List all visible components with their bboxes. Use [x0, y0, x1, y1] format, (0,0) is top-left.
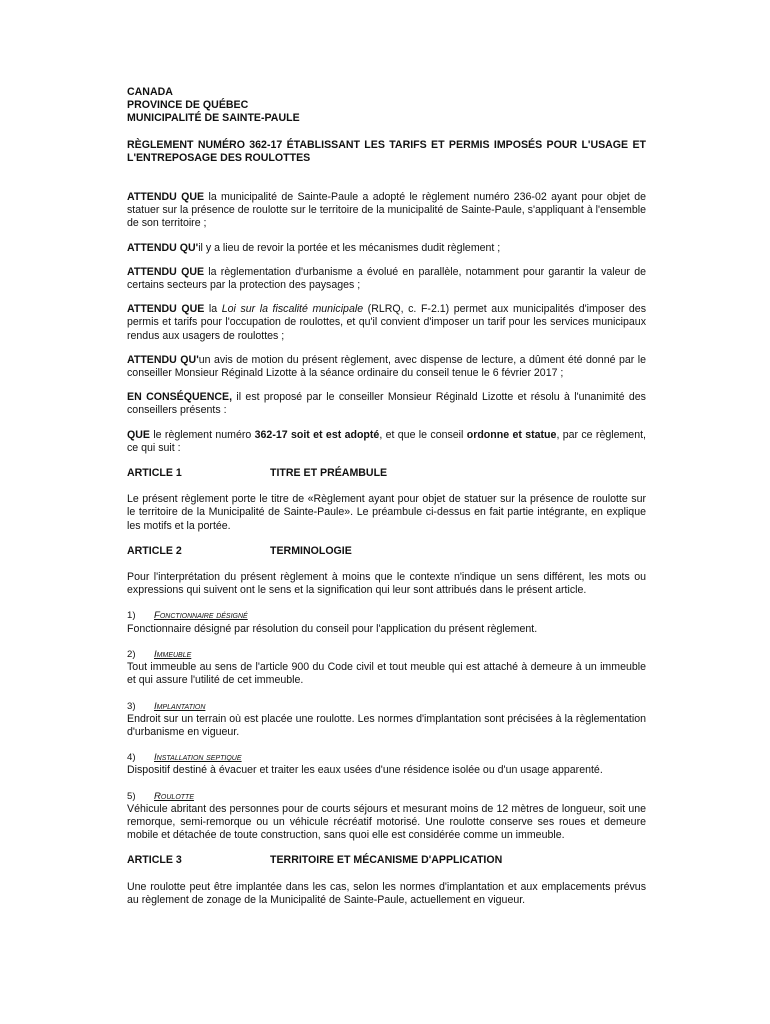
attendu-paragraph-4	[127, 303, 646, 343]
document-page	[127, 86, 646, 907]
definition-number: 3)	[127, 700, 136, 712]
definition-3	[127, 700, 646, 740]
definition-term: Fonctionnaire désigné	[154, 610, 248, 622]
attendu-lead: ATTENDU QU'	[127, 353, 199, 366]
definition-number: 4)	[127, 752, 136, 764]
header-country: CANADA	[127, 86, 173, 98]
attendu-lead: ATTENDU QUE	[127, 303, 205, 316]
attendu-paragraph-2	[127, 242, 646, 255]
que-text-2: , et que le conseil	[379, 428, 467, 441]
document-title: RÈGLEMENT NUMÉRO 362-17 ÉTABLISSANT LES TARIFS ET PERMIS IMPOSÉS POUR L'USAGE ET L'ENTREPOSAGE DES ROULOTTES	[127, 138, 646, 164]
definition-number: 1)	[127, 610, 136, 622]
article-title: TITRE ET PRÉAMBULE	[270, 467, 388, 480]
que-bold-1: 362-17 soit et est adopté	[254, 428, 380, 441]
definition-text: Véhicule abritant des personnes pour de courts séjours et mesurant moins de 12 mètres de longueur, soit une remorque, semi-remorque ou un véhicule récréatif motorisé. Une roulotte conserve ses roues et demeure mobile et détachée de toute construction, sans quoi elle est considérée comme un immeuble.	[127, 802, 646, 842]
definition-text: Tout immeuble au sens de l'article 900 du Code civil et tout meuble qui est attaché à demeure à un immeuble et qui assure l'utilité de cet immeuble.	[127, 661, 646, 687]
consequence-text: il est proposé par le conseiller Monsieur Réginald Lizotte et résolu à l'unanimité des conseillers présents :	[127, 391, 646, 417]
attendu-paragraph-3	[127, 266, 646, 292]
article-3-text: Une roulotte peut être implantée dans les cas, selon les normes d'implantation et aux emplacements prévus au règlement de zonage de la Municipalité de Sainte-Paule, actuellement en vigueur.	[127, 880, 646, 906]
article-number: ARTICLE 3	[127, 854, 182, 867]
attendu-paragraph-1	[127, 191, 646, 231]
article-2-heading	[127, 545, 646, 558]
definition-number: 2)	[127, 648, 136, 660]
definition-term: Implantation	[154, 700, 206, 712]
definition-term: Installation septique	[154, 752, 242, 764]
definition-text: Fonctionnaire désigné par résolution du conseil pour l'application du présent règlement.	[127, 622, 538, 635]
article-number: ARTICLE 2	[127, 544, 182, 557]
attendu-lead: ATTENDU QUE	[127, 191, 205, 204]
attendu-lead: ATTENDU QUE	[127, 265, 205, 278]
law-title: Loi sur la fiscalité municipale	[221, 303, 364, 316]
que-text-1: le règlement numéro	[149, 428, 255, 441]
que-paragraph	[127, 429, 646, 455]
attendu-text: (RLRQ, c. F-2.1) permet aux municipalités d'imposer des permis et tarifs pour l'occupation de roulottes, et qu'il convient d'imposer un tarif pour les services municipaux rendus aux usagers de roulottes ;	[127, 303, 646, 342]
definition-heading	[127, 790, 646, 803]
article-1-text: Le présent règlement porte le titre de «Règlement ayant pour objet de statuer sur la présence de roulotte sur le territoire de la Municipalité de Sainte-Paule». Le préambule ci-dessus en fait partie intégrante, en explique les motifs et la portée.	[127, 493, 646, 532]
attendu-paragraph-5	[127, 354, 646, 380]
attendu-text: un avis de motion du présent règlement, avec dispense de lecture, a dûment été donné par le conseiller Monsieur Réginald Lizotte à la séance ordinaire du conseil tenue le 6 février 2017 ;	[127, 353, 646, 380]
definition-text: Endroit sur un terrain où est placée une roulotte. Les normes d'implantation sont précisées à la règlementation d'urbanisme en vigueur.	[127, 712, 646, 738]
que-bold-2: ordonne et statue	[466, 428, 557, 441]
definition-1	[127, 609, 646, 635]
header-municipality: MUNICIPALITÉ DE SAINTE-PAULE	[127, 112, 300, 125]
que-text-3: , par ce règlement, ce qui suit :	[127, 428, 646, 454]
article-2-text: Pour l'interprétation du présent règlement à moins que le contexte n'indique un sens différent, les mots ou expressions qui suivent ont le sens et la signification qui leur sont attribués dans le présent article.	[127, 571, 646, 597]
definition-term: Immeuble	[154, 648, 192, 660]
article-title: TERMINOLOGIE	[270, 544, 352, 557]
article-1-heading	[127, 467, 646, 480]
definition-heading	[127, 700, 646, 713]
article-3-heading	[127, 854, 646, 867]
definition-term: Roulotte	[154, 790, 194, 802]
que-lead: QUE	[127, 428, 150, 441]
definition-number: 5)	[127, 790, 136, 802]
definition-heading	[127, 648, 646, 661]
definition-text: Dispositif destiné à évacuer et traiter les eaux usées d'une résidence isolée ou d'un usage apparenté.	[127, 764, 603, 777]
attendu-text: la municipalité de Sainte-Paule a adopté le règlement numéro 236-02 ayant pour objet de statuer sur la présence de roulotte sur le territoire de la municipalité de Sainte-Paule, s'appliquant à l'ensemble de son territoire ;	[127, 191, 646, 230]
consequence-paragraph	[127, 391, 646, 417]
attendu-lead: ATTENDU QU'	[127, 241, 199, 254]
attendu-pre: la	[204, 303, 222, 316]
attendu-text: il y a lieu de revoir la portée et les mécanismes dudit règlement ;	[198, 241, 501, 254]
definition-heading	[127, 751, 646, 764]
definition-4	[127, 751, 646, 777]
definition-5	[127, 790, 646, 843]
article-number: ARTICLE 1	[127, 467, 182, 480]
definition-2	[127, 648, 646, 688]
attendu-text: la règlementation d'urbanisme a évolué en parallèle, notamment pour garantir la valeur de certains secteurs par la protection des paysages ;	[127, 265, 646, 292]
consequence-lead: EN CONSÉQUENCE,	[127, 391, 233, 404]
header-province: PROVINCE DE QUÉBEC	[127, 99, 249, 112]
document-header	[127, 86, 646, 126]
definition-heading	[127, 609, 646, 622]
article-title: TERRITOIRE ET MÉCANISME D'APPLICATION	[270, 854, 503, 867]
